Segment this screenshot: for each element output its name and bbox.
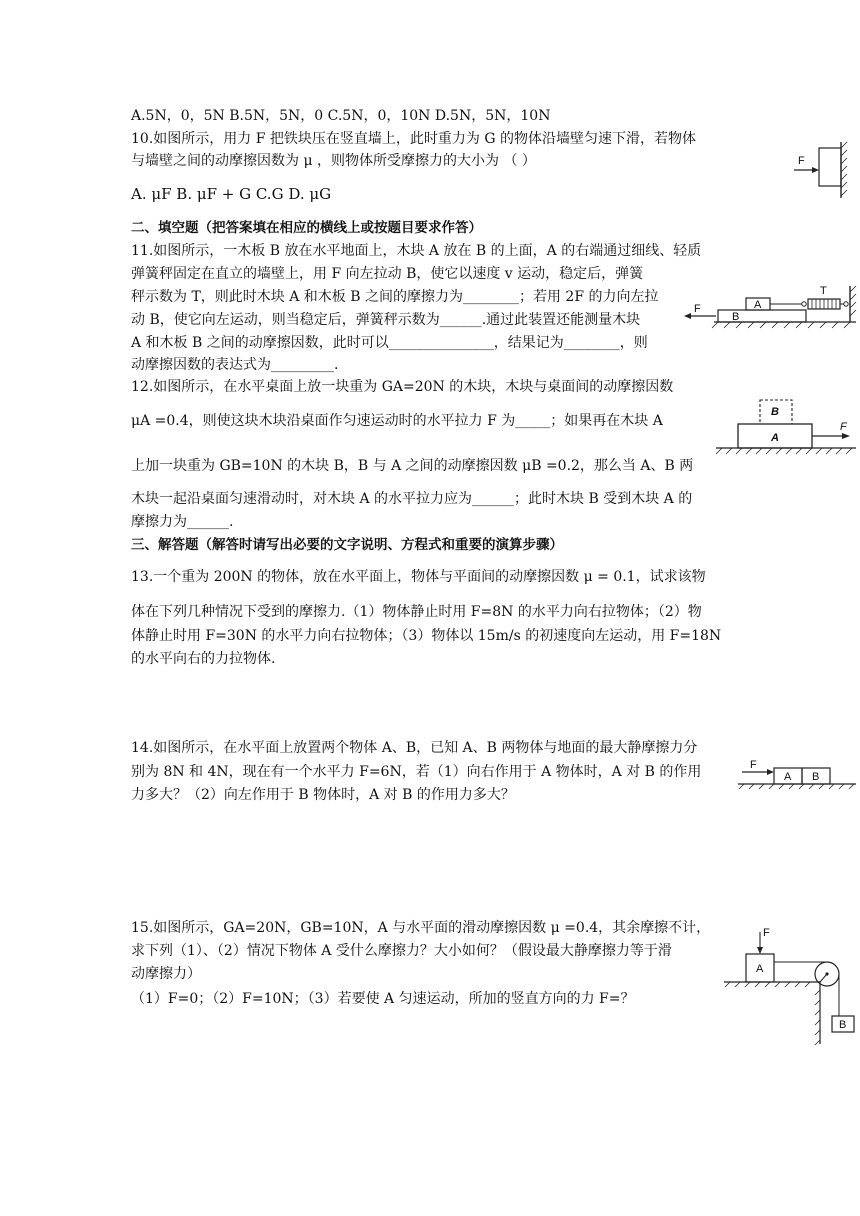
q15-text-line2: 求下列（1）、（2）情况下物体 A 受什么摩擦力？大小如何？（假设最大静摩擦力等于滑 xyxy=(131,943,672,959)
q14-block-b-label: B xyxy=(812,771,820,783)
q10-figure-block-on-wall xyxy=(788,142,848,198)
q15-text-line4: （1）F=0；（2）F=10N；（3）若要使 A 匀速运动，所加的竖直方向的力 F=？ xyxy=(131,991,635,1007)
q10-text-line2: 与墙壁之间的动摩擦因数为 μ ，则物体所受摩擦力的大小为 （ ） xyxy=(131,153,536,169)
q15-block-a-label: A xyxy=(756,963,764,975)
q15-block-b-label: B xyxy=(839,1019,847,1031)
q15-force-label: F xyxy=(763,927,770,939)
q11-spring-label: T xyxy=(820,285,827,297)
q10-options: A. μF B. μF + G C.G D. μG xyxy=(131,185,332,203)
q12-text-line4: 木块一起沿桌面匀速滑动时，对木块 A 的水平拉力应为______；此时木块 B 受到木块 A 的 xyxy=(131,491,693,507)
section-2-heading: 二、填空题（把答案填在相应的横线上或按题目要求作答） xyxy=(131,220,482,236)
q10-text-line1: 10.如图所示，用力 F 把铁块压在竖直墙上，此时重力为 G 的物体沿墙壁匀速下滑，若物体 xyxy=(131,131,696,147)
q11-text-line3: 秤示数为 T，则此时木块 A 和木板 B 之间的摩擦力为________；若用 2F 的力向左拉 xyxy=(131,289,659,305)
q14-force-label: F xyxy=(750,759,757,771)
q11-block-a-label: A xyxy=(754,299,762,311)
q14-text-line1: 14.如图所示，在水平面上放置两个物体 A、B，已知 A、B 两物体与地面的最大静摩擦力分 xyxy=(131,740,698,756)
section-3-heading: 三、解答题（解答时请写出必要的文字说明、方程式和重要的演算步骤） xyxy=(131,537,563,553)
q11-text-line5: A 和木板 B 之间的动摩擦因数，此时可以_______________，结果记为________，则 xyxy=(131,335,648,351)
q14-figure-two-blocks xyxy=(738,760,856,790)
q11-text-line4: 动 B，使它向左运动，则当稳定后，弹簧秤示数为______.通过此装置还能测量木块 xyxy=(131,312,641,328)
q13-text-line1: 13.一个重为 200N 的物体，放在水平面上，物体与平面间的动摩擦因数 μ = 0.1，试求该物 xyxy=(131,569,706,585)
q12-text-line5: 摩擦力为______. xyxy=(131,514,234,530)
q11-text-line1: 11.如图所示，一木板 B 放在水平地面上，木块 A 放在 B 的上面，A 的右端通过细线、轻质 xyxy=(131,243,702,259)
q11-force-label: F xyxy=(694,303,701,315)
q14-block-a-label: A xyxy=(784,771,792,783)
q12-force-label: F xyxy=(840,421,847,433)
q14-text-line2: 别为 8N 和 4N，现在有一个水平力 F=6N，若（1）向右作用于 A 物体时，A 对 B 的作用 xyxy=(131,764,702,780)
q12-text-line1: 12.如图所示，在水平桌面上放一块重为 GA=20N 的木块，木块与桌面间的动摩擦因数 xyxy=(131,379,674,395)
q10-force-label: F xyxy=(798,155,805,167)
q12-block-b-label: B xyxy=(771,406,779,418)
q12-figure-stacked-blocks xyxy=(716,396,856,460)
q13-text-line4: 的水平向右的力拉物体. xyxy=(131,651,276,667)
q11-figure-spring-scale xyxy=(684,280,856,328)
q12-text-line2: μA =0.4，则使这块木块沿桌面作匀速运动时的水平拉力 F 为_____；如果再在木块 A xyxy=(131,413,663,429)
q15-figure-pulley-system xyxy=(724,924,860,1044)
q11-text-line6: 动摩擦因数的表达式为_________. xyxy=(131,357,339,373)
q13-text-line2: 体在下列几种情况下受到的摩擦力.（1）物体静止时用 F=8N 的水平力向右拉物体；（2）物 xyxy=(131,604,702,620)
q14-text-line3: 力多大？（2）向左作用于 B 物体时，A 对 B 的作用力多大？ xyxy=(131,787,515,803)
q9-options: A.5N，0，5N B.5N，5N，0 C.5N，0，10N D.5N，5N，10N xyxy=(131,108,551,124)
q11-block-b-label: B xyxy=(732,311,740,323)
q11-text-line2: 弹簧秤固定在直立的墙壁上，用 F 向左拉动 B，使它以速度 v 运动，稳定后，弹簧 xyxy=(131,266,644,282)
q12-text-line3: 上加一块重为 GB=10N 的木块 B，B 与 A 之间的动摩擦因数 μB =0.2，那么当 A、B 两 xyxy=(131,458,694,474)
q13-text-line3: 体静止时用 F=30N 的水平力向右拉物体；（3）物体以 15m/s 的初速度向左运动，用 F=18N xyxy=(131,628,722,644)
q15-text-line3: 动摩擦力） xyxy=(131,966,201,982)
q12-block-a-label: A xyxy=(771,432,779,444)
q15-text-line1: 15.如图所示，GA=20N，GB=10N，A 与水平面的滑动摩擦因数 μ =0.4，其余摩擦不计， xyxy=(131,920,711,936)
